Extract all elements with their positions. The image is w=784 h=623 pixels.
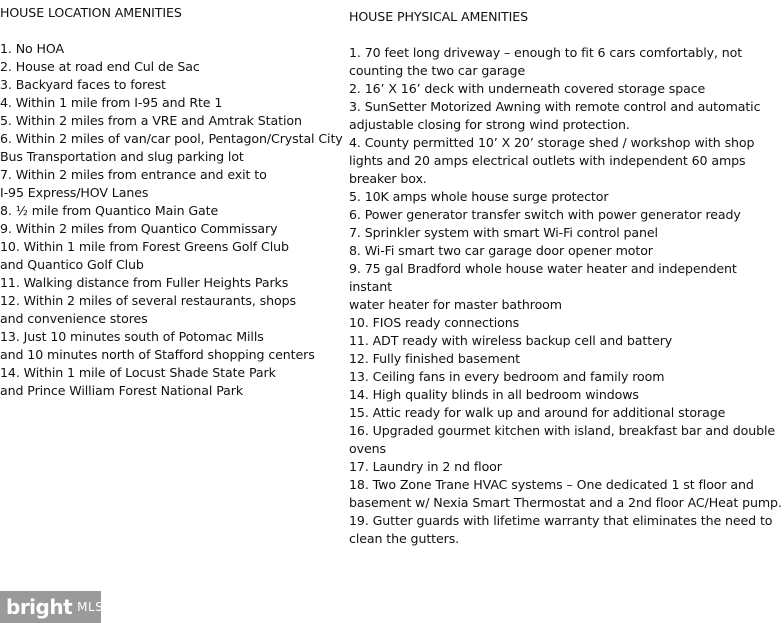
list-item: 8. ½ mile from Quantico Main Gate (0, 203, 219, 218)
location-amenities-column (0, 0, 345, 400)
list-item: 1. No HOA (0, 41, 65, 56)
physical-amenities-heading: HOUSE PHYSICAL AMENITIES (349, 9, 528, 24)
list-item: 2. 16’ X 16’ deck with underneath covered storage space (349, 81, 706, 96)
list-item: 13. Ceiling fans in every bedroom and family room (349, 369, 665, 384)
list-item: 7. Within 2 miles from entrance and exit to I-95 Express/HOV Lanes (0, 167, 267, 200)
location-amenities-list (0, 40, 345, 400)
list-item: 7. Sprinkler system with smart Wi-Fi control panel (349, 225, 658, 240)
list-item: 9. Within 2 miles from Quantico Commissary (0, 221, 278, 236)
watermark-brand: bright (6, 595, 73, 619)
physical-amenities-column (349, 0, 782, 548)
location-amenities-heading: HOUSE LOCATION AMENITIES (0, 5, 182, 20)
list-item: 6. Within 2 miles of van/car pool, Pentagon/Crystal City Bus Transportation and slug parking lot (0, 131, 343, 164)
list-item: 18. Two Zone Trane HVAC systems – One dedicated 1 st floor and basement w/ Nexia Smart Thermostat and a 2nd floor AC/Heat pump. (349, 477, 782, 510)
list-item: 12. Fully finished basement (349, 351, 520, 366)
list-item: 11. ADT ready with wireless backup cell and battery (349, 333, 673, 348)
list-item: 10. FIOS ready connections (349, 315, 520, 330)
list-item: 6. Power generator transfer switch with power generator ready (349, 207, 741, 222)
list-item: 17. Laundry in 2 nd floor (349, 459, 502, 474)
list-item: 8. Wi-Fi smart two car garage door opener motor (349, 243, 653, 258)
list-item: 3. SunSetter Motorized Awning with remote control and automatic adjustable closing for strong wind protection. (349, 99, 761, 132)
bright-mls-watermark (0, 591, 104, 623)
list-item: 2. House at road end Cul de Sac (0, 59, 200, 74)
list-item: 15. Attic ready for walk up and around for additional storage (349, 405, 726, 420)
watermark-sub: MLS (77, 600, 104, 614)
list-item: 14. Within 1 mile of Locust Shade State Park and Prince William Forest National Park (0, 365, 276, 398)
list-item: 12. Within 2 miles of several restaurants, shops and convenience stores (0, 293, 296, 326)
list-item: 10. Within 1 mile from Forest Greens Golf Club and Quantico Golf Club (0, 239, 289, 272)
list-item: 19. Gutter guards with lifetime warranty that eliminates the need to clean the gutters. (349, 513, 773, 546)
list-item: 4. Within 1 mile from I-95 and Rte 1 (0, 95, 223, 110)
list-item: 5. 10K amps whole house surge protector (349, 189, 609, 204)
list-item: 16. Upgraded gourmet kitchen with island, breakfast bar and double ovens (349, 423, 776, 456)
list-item: 4. County permitted 10’ X 20’ storage shed / workshop with shop lights and 20 amps electrical outlets with independent 60 amps breaker box. (349, 135, 755, 186)
list-item: 3. Backyard faces to forest (0, 77, 166, 92)
physical-amenities-list (349, 44, 782, 548)
list-item: 13. Just 10 minutes south of Potomac Mills and 10 minutes north of Stafford shopping centers (0, 329, 315, 362)
list-item: 9. 75 gal Bradford whole house water heater and independent instant water heater for master bathroom (349, 261, 737, 312)
list-item: 1. 70 feet long driveway – enough to fit 6 cars comfortably, not counting the two car garage (349, 45, 743, 78)
list-item: 5. Within 2 miles from a VRE and Amtrak Station (0, 113, 302, 128)
list-item: 11. Walking distance from Fuller Heights Parks (0, 275, 289, 290)
list-item: 14. High quality blinds in all bedroom windows (349, 387, 639, 402)
